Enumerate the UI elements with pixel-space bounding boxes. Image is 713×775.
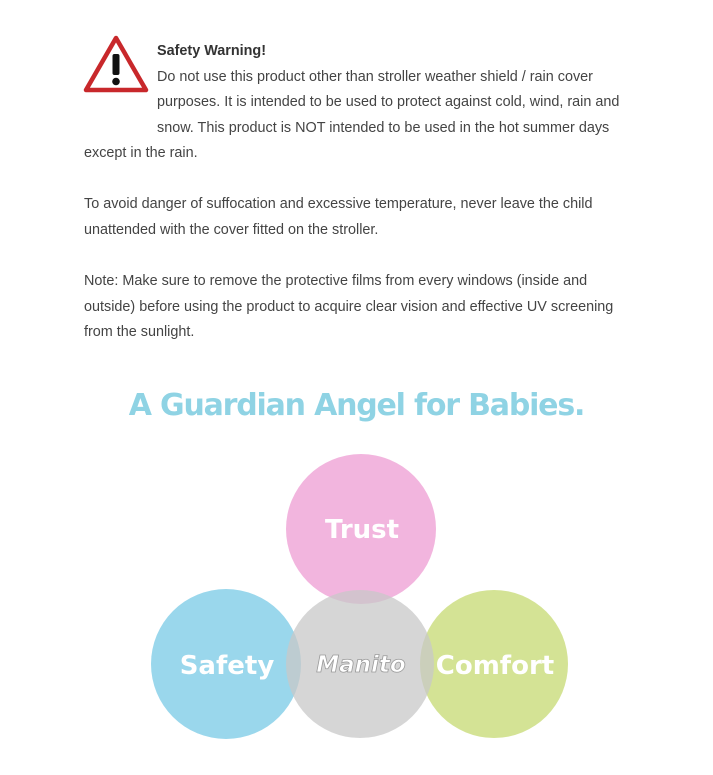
warning-line: purposes. It is intended to be used to protect against cold, wind, rain and (157, 94, 620, 111)
suffocation-paragraph (84, 192, 644, 243)
venn-diagram (0, 380, 713, 775)
guardian-angel-banner (0, 380, 713, 775)
paragraph-line: To avoid danger of suffocation and excessive temperature, never leave the child (84, 196, 593, 212)
brand-logo-text: Manito (316, 652, 406, 678)
warning-line: snow. This product is NOT intended to be used in the hot summer days (157, 119, 610, 136)
warning-line: Do not use this product other than stroller weather shield / rain cover (157, 68, 593, 85)
safety-warning-block (84, 39, 644, 167)
paragraph-line: unattended with the cover fitted on the stroller. (84, 221, 379, 238)
paragraph-line: from the sunlight. (84, 324, 195, 341)
note-paragraph (84, 269, 644, 346)
paragraph-line: Note: Make sure to remove the protective films from every windows (inside and (84, 273, 588, 289)
paragraph-line: outside) before using the product to acquire clear vision and effective UV screening (84, 298, 614, 315)
safety-label: Safety (179, 651, 275, 681)
comfort-label: Comfort (435, 651, 555, 681)
warning-title: Safety Warning! (157, 43, 267, 59)
banner-title: A Guardian Angel for Babies. (128, 388, 585, 423)
warning-line: except in the rain. (84, 145, 198, 162)
trust-label: Trust (324, 515, 400, 545)
